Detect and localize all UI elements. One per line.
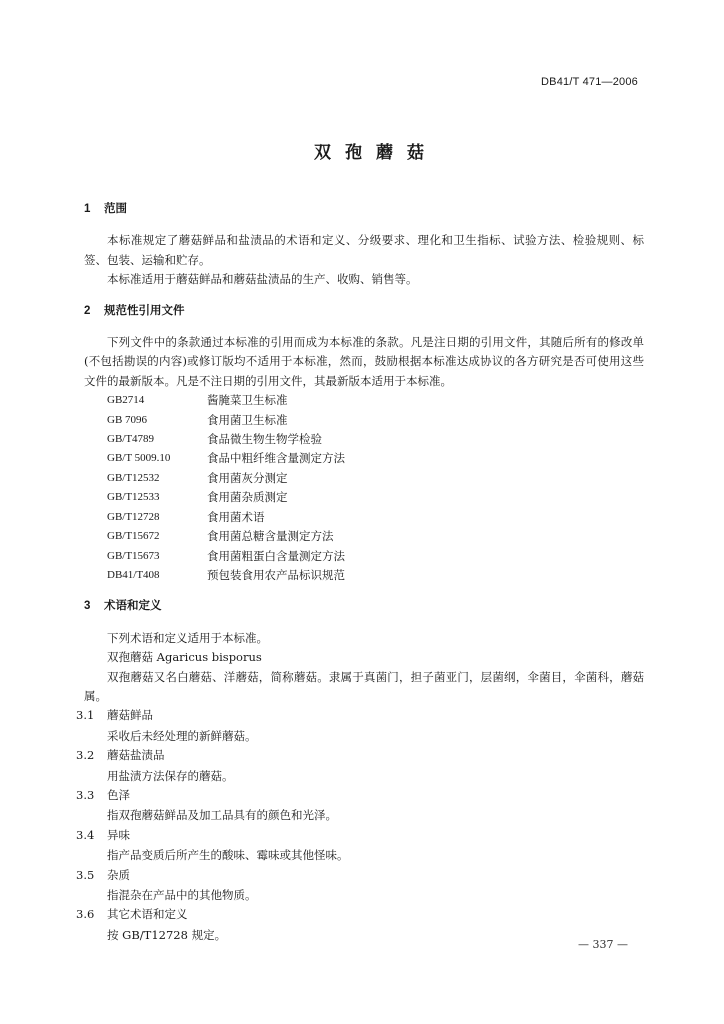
scope-paragraph: 本标准适用于蘑菇鲜品和蘑菇盐渍品的生产、收购、销售等。	[107, 272, 418, 287]
reference-item: GB/T4789 食品微生物生物学检验	[107, 432, 322, 447]
reference-item: DB41/T408 预包装食用农产品标识规范	[107, 567, 345, 582]
section-heading-normative-refs: 2 规范性引用文件	[84, 304, 185, 317]
page-number: — 337 —	[578, 938, 628, 951]
standard-code: DB41/T 471—2006	[541, 76, 638, 88]
normative-refs-intro: 下列文件中的条款通过本标准的引用而成为本标准的条款。凡是注日期的引用文件，其随后所有的修改单(不包括勘误的内容)或修订版均不适用于本标准，然而，鼓励根据本标准达成协议的各方研究是否可使用这些文件的最新版本。凡是不注日期的引用文件，其最新版本适用于本标准。	[84, 335, 644, 388]
term-name: 双孢蘑菇 Agaricus bisporus	[107, 650, 262, 665]
reference-item: GB/T12728 食用菌术语	[107, 509, 265, 524]
subsection-definition: 指双孢蘑菇鲜品及加工品具有的颜色和光泽。	[107, 808, 337, 823]
reference-item: GB2714 酱腌菜卫生标准	[107, 393, 288, 408]
subsection-heading: 3.2 蘑菇盐渍品	[76, 748, 165, 763]
document-title: 双孢蘑菇	[314, 143, 438, 163]
subsection-heading: 3.6 其它术语和定义	[76, 907, 188, 922]
reference-item: GB/T12533 食用菌杂质测定	[107, 490, 288, 505]
term-definition: 双孢蘑菇又名白蘑菇、洋蘑菇，简称蘑菇。隶属于真菌门，担子菌亚门，层菌纲，伞菌目，伞菌科，蘑菇属。	[84, 669, 644, 703]
reference-item: GB/T15673 食用菌粗蛋白含量测定方法	[107, 548, 345, 563]
reference-item: GB 7096 食用菌卫生标准	[107, 412, 288, 427]
document-body	[76, 200, 644, 945]
reference-item: GB/T 5009.10 食品中粗纤维含量测定方法	[107, 451, 345, 466]
section-heading-terms: 3 术语和定义	[84, 600, 162, 613]
subsection-definition: 用盐渍方法保存的蘑菇。	[107, 768, 234, 783]
reference-item: GB/T15672 食用菌总糖含量测定方法	[107, 529, 334, 544]
subsection-definition: 指混杂在产品中的其他物质。	[107, 888, 257, 902]
subsection-definition: 指产品变质后所产生的酸味、霉味或其他怪味。	[107, 848, 349, 863]
subsection-heading: 3.5 杂质	[76, 867, 130, 882]
subsection-definition: 按 GB/T12728 规定。	[107, 927, 227, 942]
subsection-heading: 3.1 蘑菇鲜品	[76, 708, 153, 723]
subsection-heading: 3.4 异味	[76, 827, 130, 842]
reference-item: GB/T12532 食用菌灰分测定	[107, 470, 288, 485]
scope-paragraph: 本标准规定了蘑菇鲜品和盐渍品的术语和定义、分级要求、理化和卫生指标、试验方法、检验规则、标签、包装、运输和贮存。	[84, 233, 644, 267]
section-heading-scope: 1 范围	[84, 203, 127, 215]
terms-intro: 下列术语和定义适用于本标准。	[107, 630, 268, 645]
subsection-heading: 3.3 色泽	[76, 787, 130, 802]
subsection-definition: 采收后未经处理的新鲜蘑菇。	[107, 728, 257, 743]
reference-list	[84, 391, 644, 585]
